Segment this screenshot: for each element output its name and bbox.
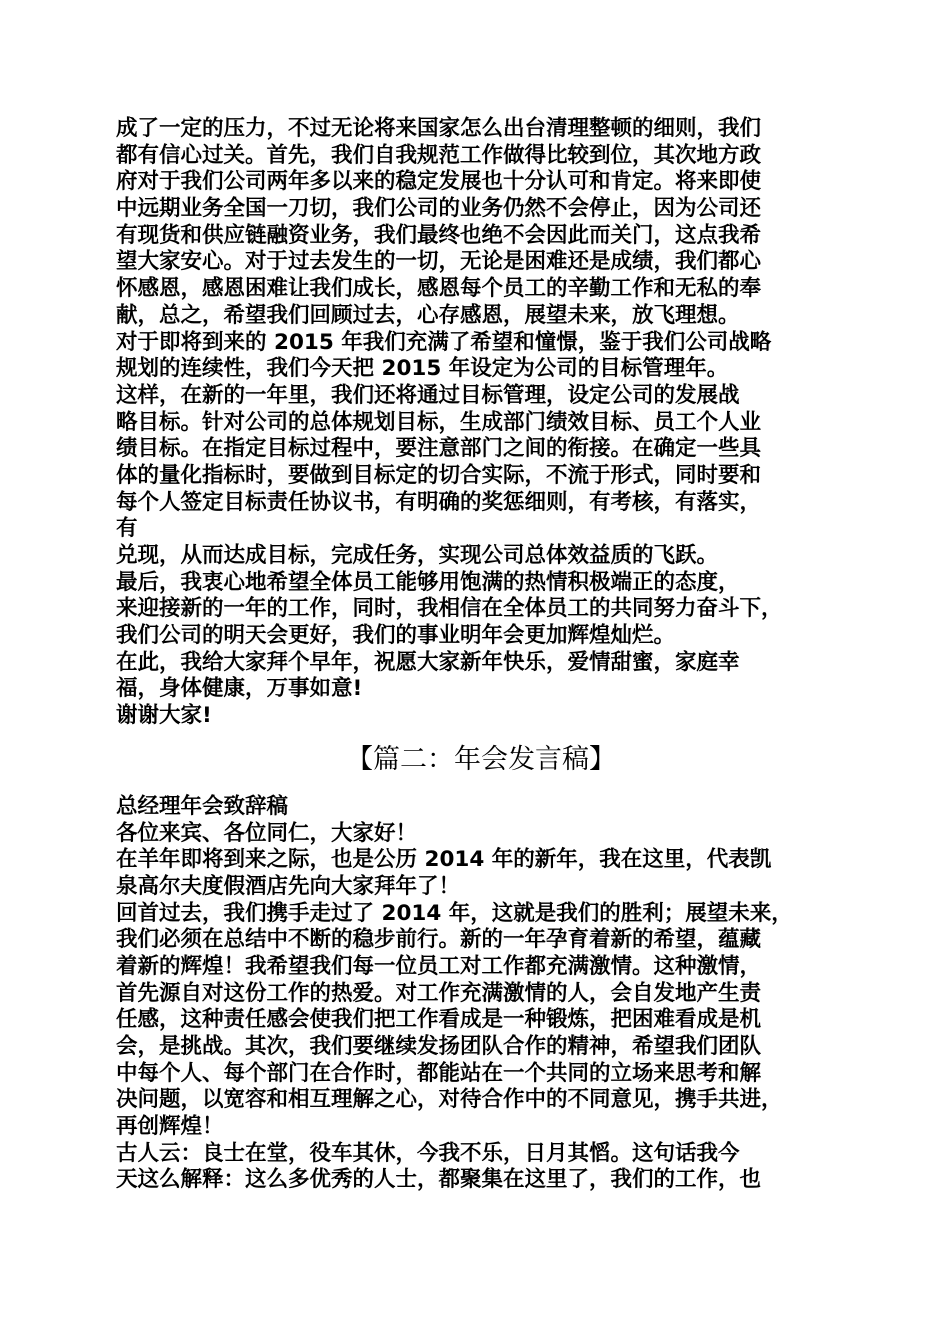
text-line: 谢谢大家! <box>116 703 212 729</box>
text-line: 来迎接新的一年的工作，同时，我相信在全体员工的共同努力奋斗下， <box>116 596 783 622</box>
text-line: 着新的辉煌！我希望我们每一位员工对工作都充满激情。这种激情， <box>116 953 762 979</box>
text-line: 望大家安心。对于过去发生的一切，无论是困难还是成绩，我们都心 <box>116 249 762 275</box>
speech-section-one <box>116 116 846 730</box>
text-line: 规划的连续性，我们今天把 2015 年设定为公司的目标管理年。 <box>116 356 729 382</box>
text-line: 古人云：良士在堂，役车其休，今我不乐，日月其慆。这句话我今 <box>116 1140 740 1166</box>
text-line: 首先源自对这份工作的热爱。对工作充满激情的人，会自发地产生责 <box>116 980 762 1006</box>
section-heading: 【篇二：年会发言稿】 <box>346 743 616 775</box>
text-line: 回首过去，我们携手走过了 2014 年，这就是我们的胜利；展望未来， <box>116 900 793 926</box>
text-line: 最后，我衷心地希望全体员工能够用饱满的热情积极端正的态度， <box>116 569 740 595</box>
text-line: 怀感恩，感恩困难让我们成长，感恩每个员工的辛勤工作和无私的奉 <box>116 276 762 302</box>
text-line: 每个人签定目标责任协议书，有明确的奖惩细则，有考核，有落实， <box>116 489 762 515</box>
text-line: 泉高尔夫度假酒店先向大家拜年了！ <box>116 873 461 899</box>
text-line: 总经理年会致辞稿 <box>116 793 289 819</box>
text-line: 体的量化指标时，要做到目标定的切合实际，不流于形式，同时要和 <box>116 462 762 488</box>
speech-section-two <box>116 794 846 1194</box>
text-line: 献，总之，希望我们回顾过去，心存感恩，展望未来，放飞理想。 <box>116 302 740 328</box>
text-line: 对于即将到来的 2015 年我们充满了希望和憧憬，鉴于我们公司战略 <box>116 329 772 355</box>
text-line: 这样，在新的一年里，我们还将通过目标管理，设定公司的发展战 <box>116 382 740 408</box>
text-line: 在羊年即将到来之际，也是公历 2014 年的新年，我在这里，代表凯 <box>116 847 772 873</box>
text-line: 绩目标。在指定目标过程中，要注意部门之间的衔接。在确定一些具 <box>116 436 762 462</box>
text-line: 成了一定的压力，不过无论将来国家怎么出台清理整顿的细则，我们 <box>116 116 762 141</box>
text-line: 府对于我们公司两年多以来的稳定发展也十分认可和肯定。将来即使 <box>116 169 762 195</box>
text-line: 我们必须在总结中不断的稳步前行。新的一年孕育着新的希望，蕴藏 <box>116 927 762 953</box>
text-line: 有 <box>116 516 138 542</box>
text-line: 再创辉煌！ <box>116 1114 224 1140</box>
text-line: 会，是挑战。其次，我们要继续发扬团队合作的精神，希望我们团队 <box>116 1034 762 1059</box>
text-line: 中每个人、每个部门在合作时，都能站在一个共同的立场来思考和解 <box>116 1060 762 1086</box>
text-line: 都有信心过关。首先，我们自我规范工作做得比较到位，其次地方政 <box>116 142 762 168</box>
text-line: 兑现，从而达成目标，完成任务，实现公司总体效益质的飞跃。 <box>116 543 719 568</box>
text-line: 天这么解释：这么多优秀的人士，都聚集在这里了，我们的工作，也 <box>116 1167 762 1193</box>
text-line: 任感，这种责任感会使我们把工作看成是一种锻炼，把困难看成是机 <box>116 1007 762 1033</box>
document-body <box>116 116 846 1194</box>
text-line: 福，身体健康，万事如意! <box>116 676 363 702</box>
text-line: 中远期业务全国一刀切，我们公司的业务仍然不会停止，因为公司还 <box>116 196 762 222</box>
text-line: 决问题，以宽容和相互理解之心，对待合作中的不同意见，携手共进， <box>116 1087 783 1113</box>
text-line: 略目标。针对公司的总体规划目标，生成部门绩效目标、员工个人业 <box>116 409 762 435</box>
text-line: 各位来宾、各位同仁，大家好！ <box>116 820 418 846</box>
text-line: 我们公司的明天会更好，我们的事业明年会更加辉煌灿烂。 <box>116 623 676 649</box>
text-line: 有现货和供应链融资业务，我们最终也绝不会因此而关门，这点我希 <box>116 222 762 248</box>
text-line: 在此，我给大家拜个早年，祝愿大家新年快乐，爱情甜蜜，家庭幸 <box>116 649 740 675</box>
